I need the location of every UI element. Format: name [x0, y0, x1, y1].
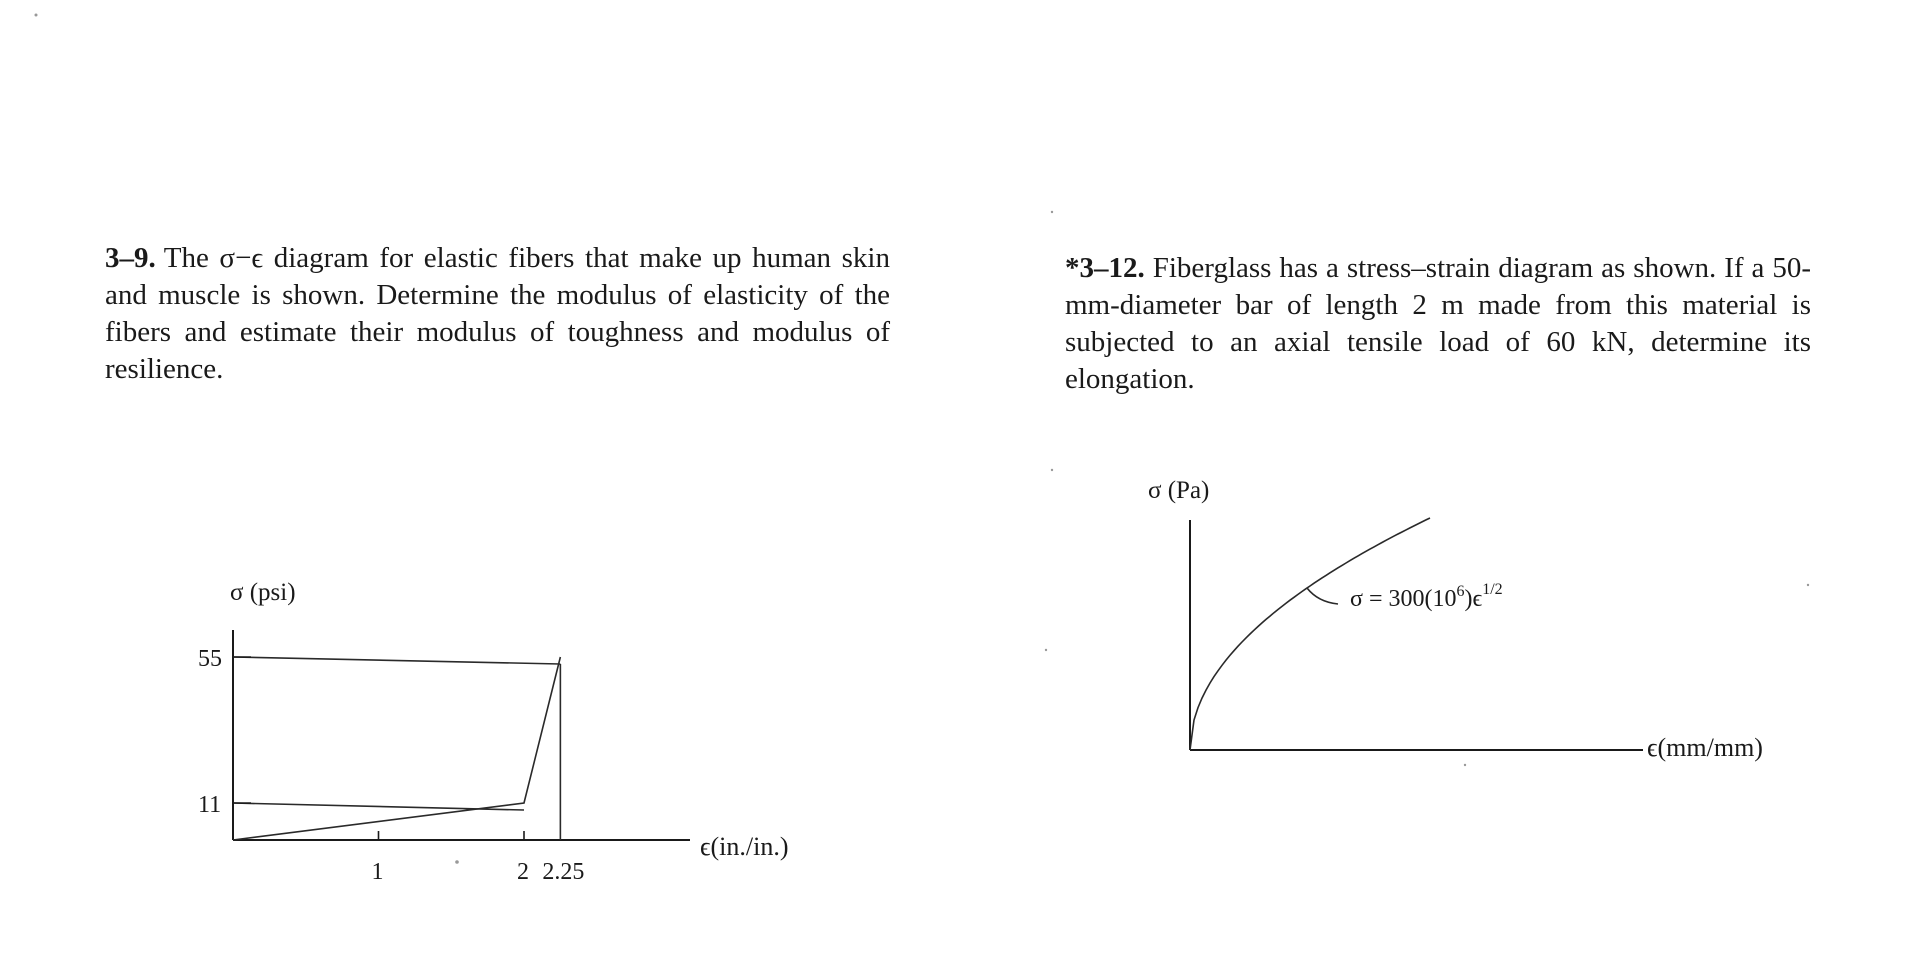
problem-text: The σ−ϵ diagram for elastic fibers that make up human skin and muscle is shown. Determine the modulus of elasticity of the fibers and estimate their modulus of toughness and modulus of resilience.: [105, 242, 890, 385]
x-tick-label: 1: [371, 859, 384, 885]
equation-annotation: $\sigma = 300(10^6)\epsilon^{1/2}$: [1350, 581, 1503, 612]
y-tick-label: 11: [198, 792, 222, 818]
y-axis-label: σ (psi): [230, 579, 296, 606]
speck: [35, 14, 38, 17]
problem-number: 3–9.: [105, 242, 156, 274]
speck: [1045, 649, 1047, 651]
speck: [455, 860, 459, 864]
problem-text: Fiberglass has a stress–strain diagram as shown. If a 50-mm-diameter bar of length 2 m made from this material is subjected to an axial tensile load of 60 kN, determine its elongation.: [1065, 252, 1811, 395]
x-axis-label: ϵ(mm/mm): [1647, 733, 1763, 762]
speck: [1051, 469, 1053, 471]
speck: [1807, 584, 1809, 586]
problem-number: *3–12.: [1065, 252, 1145, 284]
speck: [1464, 764, 1466, 766]
x-tick-label: 2: [517, 859, 529, 885]
x-axis-label: ϵ(in./in.): [700, 832, 789, 861]
speck: [1051, 211, 1053, 213]
y-tick-label: 55: [198, 646, 222, 672]
y-axis-label: σ (Pa): [1148, 477, 1210, 504]
x-tick-label: 2.25: [542, 859, 585, 885]
